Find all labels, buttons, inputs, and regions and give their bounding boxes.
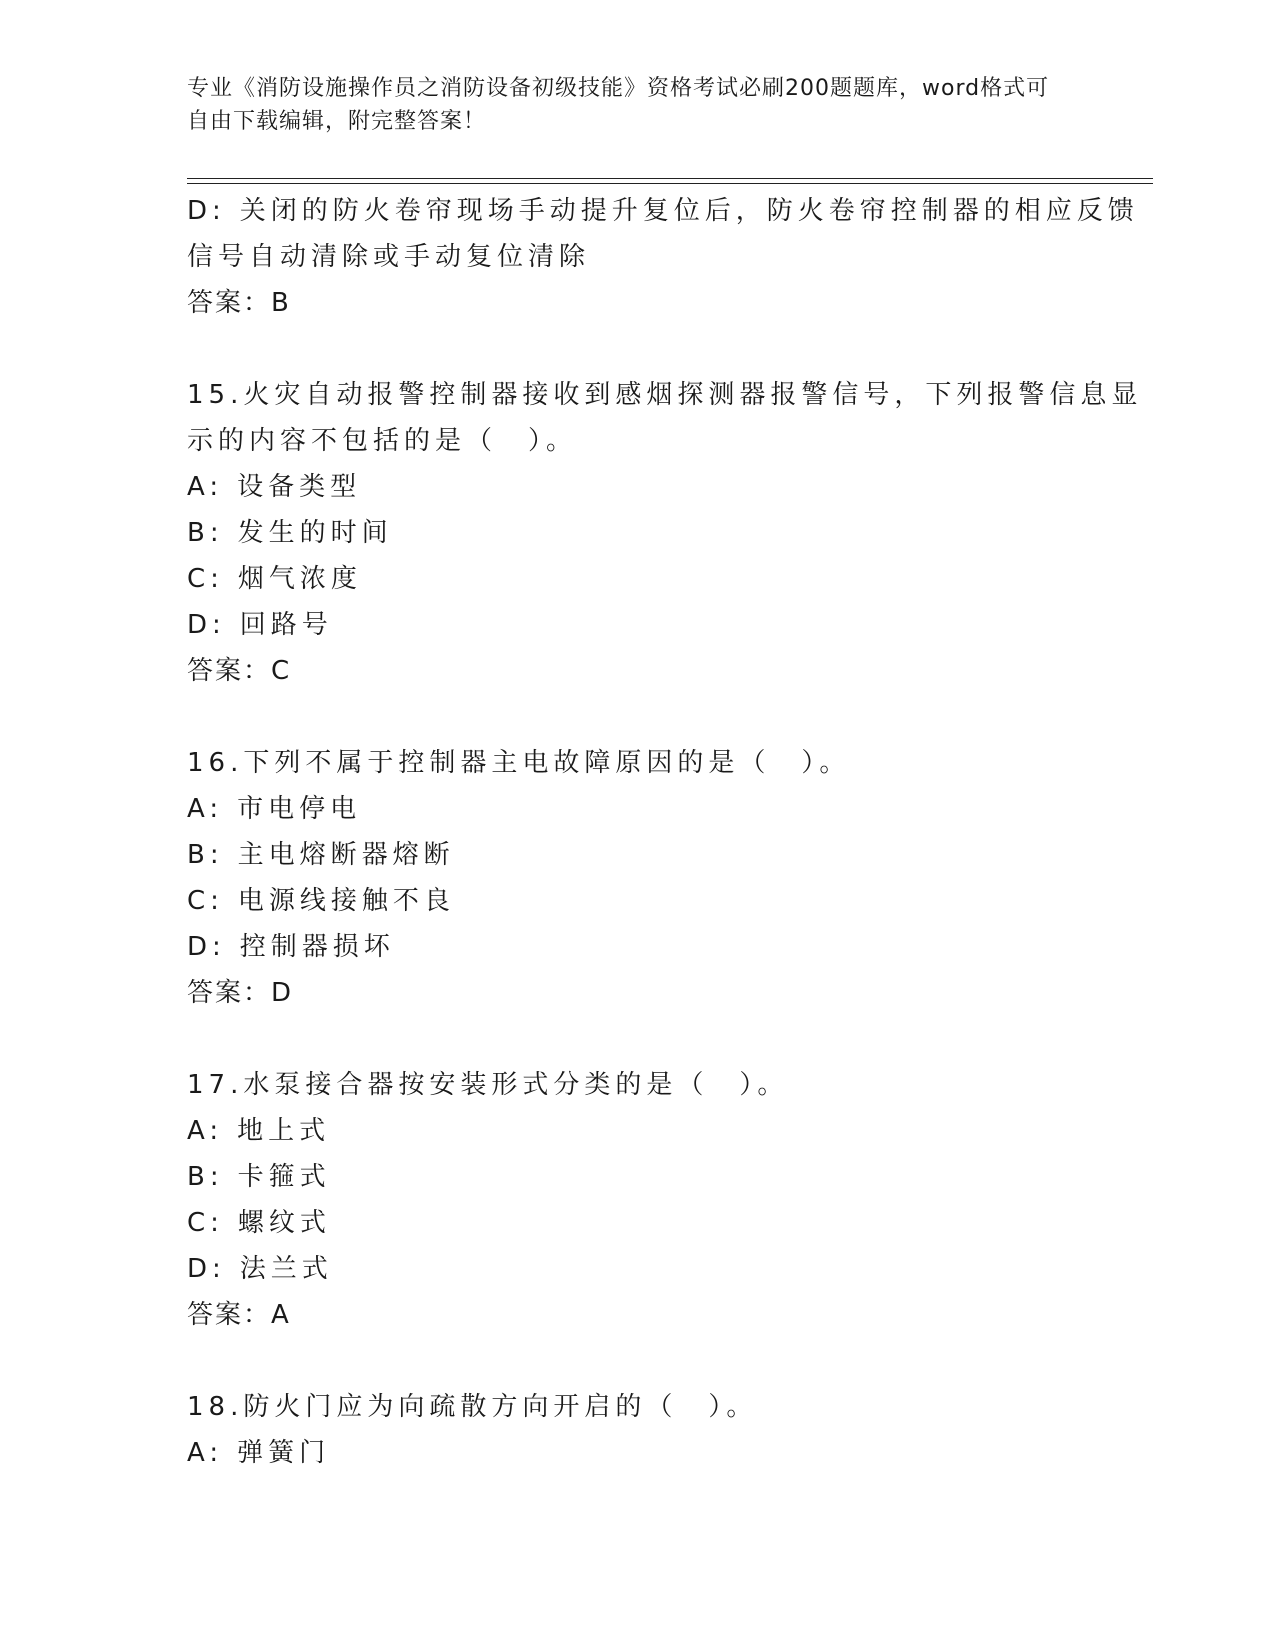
option-text: 回路号 (239, 610, 333, 640)
option-b (187, 510, 1087, 556)
option-text: 弹簧门 (237, 1438, 331, 1468)
option-text: 地上式 (237, 1116, 331, 1146)
option-label: B: (187, 1162, 224, 1192)
option-c (187, 1200, 1087, 1246)
question-stem: 15.火灾自动报警控制器接收到感烟探测器报警信号，下列报警信息显 (187, 380, 1143, 410)
option-a (187, 464, 1087, 510)
question-stem-wrap: 示的内容不包括的是（ ）。 (187, 426, 578, 456)
option-d (187, 602, 1087, 648)
option-d (187, 1246, 1087, 1292)
answer-line: 答案：D (187, 978, 294, 1008)
option-label: D: (187, 932, 226, 962)
answer-line: 答案：A (187, 1300, 291, 1330)
option-label: D: (187, 1254, 226, 1284)
option-text: 关闭的防火卷帘现场手动提升复位后，防火卷帘控制器的相应反馈 (239, 196, 1139, 226)
option-a (187, 786, 1087, 832)
option-c (187, 878, 1087, 924)
option-text: 法兰式 (239, 1254, 333, 1284)
option-label: A: (187, 1438, 224, 1468)
header-divider-bottom (187, 183, 1153, 184)
option-label: C: (187, 564, 224, 594)
option-text: 卡箍式 (237, 1162, 331, 1192)
option-label: D: (187, 610, 226, 640)
option-c (187, 556, 1087, 602)
question-stem: 18.防火门应为向疏散方向开启的（ ）。 (187, 1392, 758, 1422)
option-text: 主电熔断器熔断 (237, 840, 455, 870)
question-14-continuation (187, 188, 1139, 326)
option-text: 市电停电 (237, 794, 362, 824)
option-a (187, 1108, 1087, 1154)
option-label: C: (187, 886, 224, 916)
question-list (187, 188, 1143, 1476)
option-label: C: (187, 1208, 224, 1238)
option-line-wrap: 信号自动清除或手动复位清除 (187, 242, 591, 272)
header-divider-top (187, 178, 1153, 179)
option-line (187, 188, 1139, 234)
answer-line: 答案：B (187, 288, 291, 318)
option-text: 螺纹式 (237, 1208, 331, 1238)
option-label: D: (187, 196, 226, 226)
option-text: 发生的时间 (237, 518, 393, 548)
option-a (187, 1430, 1087, 1476)
option-label: B: (187, 518, 224, 548)
option-label: A: (187, 1116, 224, 1146)
option-b (187, 832, 1087, 878)
option-d (187, 924, 1087, 970)
question-stem: 16.下列不属于控制器主电故障原因的是（ ）。 (187, 748, 851, 778)
option-text: 控制器损坏 (239, 932, 395, 962)
option-text: 电源线接触不良 (237, 886, 455, 916)
question-stem: 17.水泵接合器按安装形式分类的是（ ）。 (187, 1070, 789, 1100)
question-17 (187, 1062, 1087, 1338)
answer-line: 答案：C (187, 656, 292, 686)
option-label: A: (187, 794, 224, 824)
option-b (187, 1154, 1087, 1200)
question-16 (187, 740, 1087, 1016)
question-15 (187, 372, 1143, 694)
option-label: A: (187, 472, 224, 502)
option-text: 烟气浓度 (237, 564, 362, 594)
option-label: B: (187, 840, 224, 870)
option-text: 设备类型 (237, 472, 362, 502)
question-18 (187, 1384, 1087, 1476)
document-header: 专业《消防设施操作员之消防设备初级技能》资格考试必刷200题题库，word格式可自由下载编辑，附完整答案！ (187, 76, 1050, 134)
